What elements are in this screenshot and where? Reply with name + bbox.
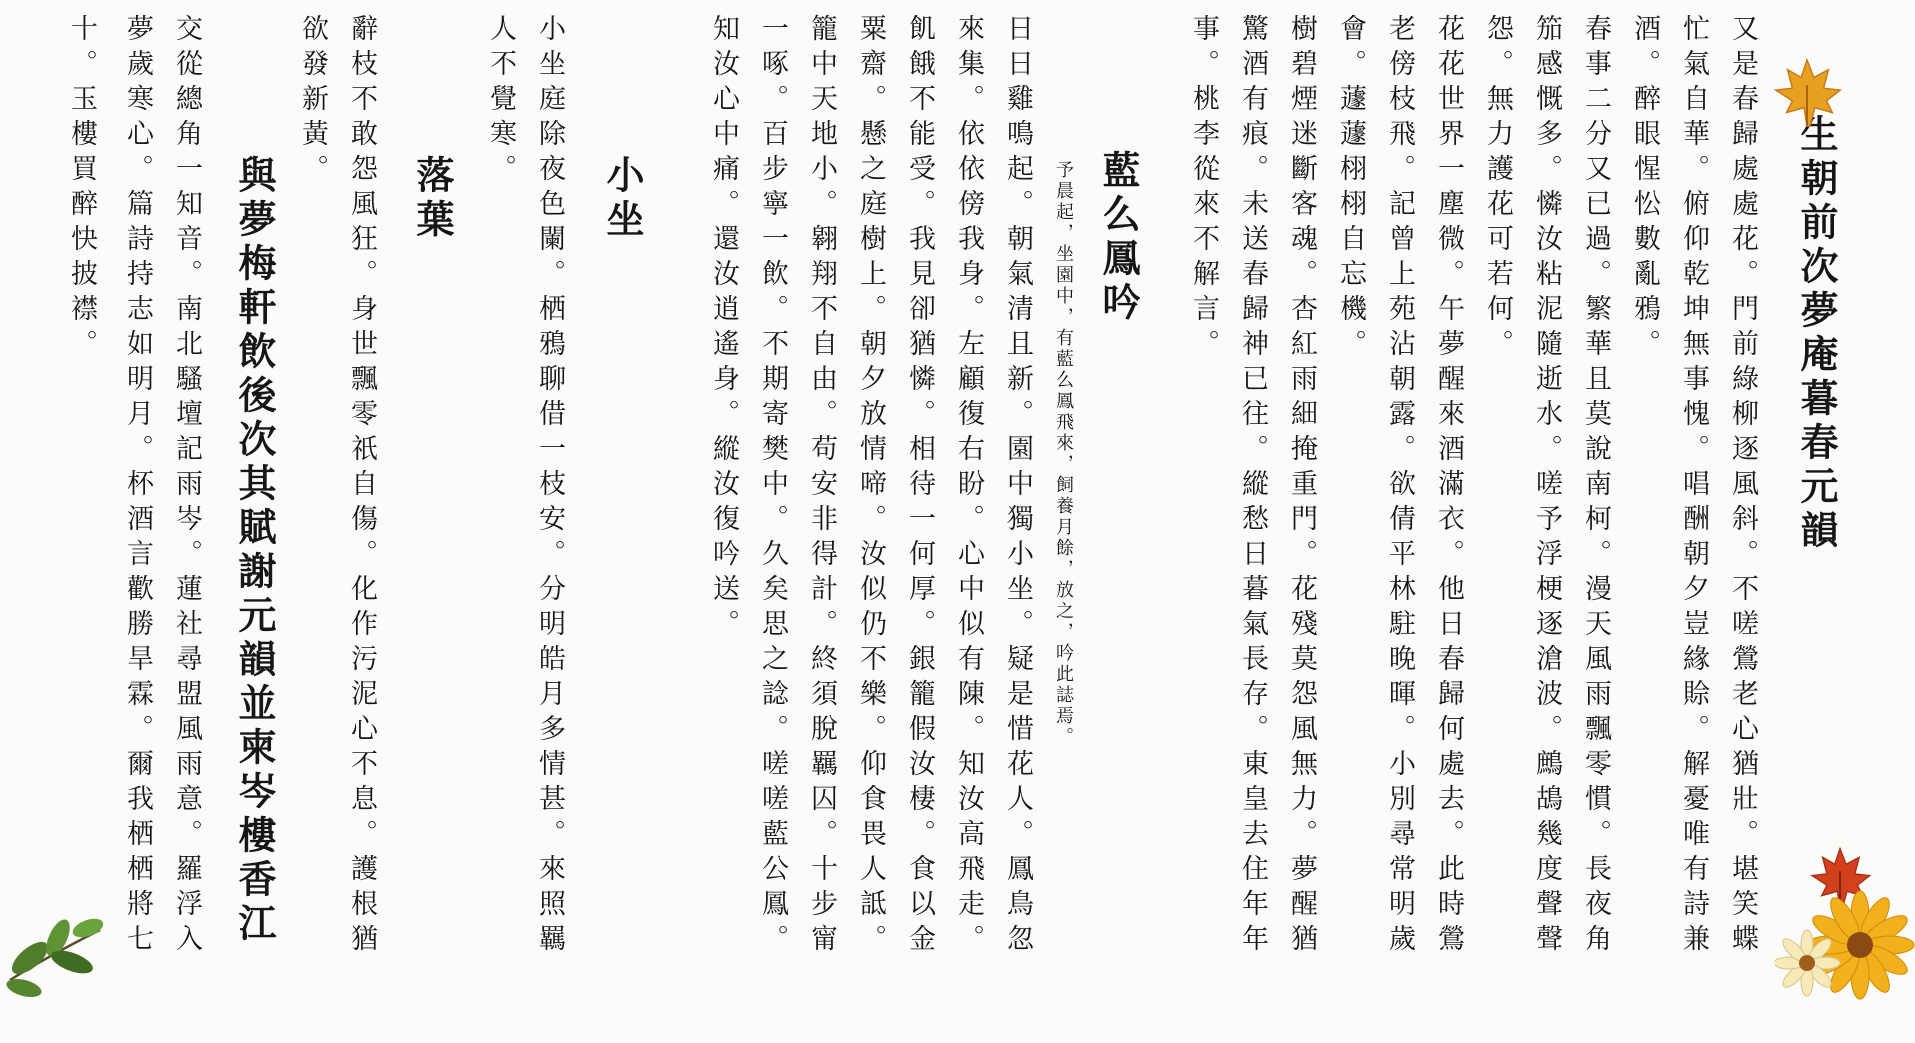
text-column-10: 樹碧煙迷斷客魂。杏紅雨細掩重門。花殘莫怨風無力。夢醒猶 <box>1286 14 1317 959</box>
text-column-14: 來集。依依傍我身。左顧復右盼。心中似有陳。知汝高飛走。 <box>953 14 984 959</box>
text-column-7: 花花世界一塵微。午夢醒來酒滿衣。他日春歸何處去。此時鶯 <box>1433 14 1464 959</box>
poem-title-fallen-leaves: 落葉 <box>410 155 455 243</box>
text-column-11: 驚酒有痕。未送春歸神已往。縱愁日暮氣長存。東皇去住年年 <box>1237 14 1268 959</box>
text-column-21: 人不覺寒。 <box>485 14 516 189</box>
green-leaves-icon <box>0 900 110 1000</box>
text-column-3: 酒。醉眼惺忪數亂鴉。 <box>1629 14 1660 364</box>
text-column-1: 又是春歸處處花。門前綠柳逐風斜。不嗟鶯老心猶壯。堪笑蝶 <box>1727 14 1758 959</box>
poem-preface: 予晨起，坐園中，有藍么鳳飛來，飼養月餘，放之，吟此誌焉。 <box>1053 160 1074 748</box>
text-column-15: 飢餓不能受。我見卻猶憐。相待一何厚。銀籠假汝棲。食以金 <box>904 14 935 959</box>
poem-title-blue-phoenix: 藍么鳳吟 <box>1096 150 1141 326</box>
text-column-5: 笳感慨多。憐汝粘泥隨逝水。嗟予浮梗逐滄波。鷓鴣幾度聲聲 <box>1531 14 1562 959</box>
maple-leaf-icon <box>1768 55 1846 135</box>
text-column-8: 老傍枝飛。記曾上苑沾朝露。欲倩平林駐晚暉。小別尋常明歲 <box>1384 14 1415 959</box>
text-column-25: 夢歲寒心。篇詩持志如明月。杯酒言歡勝旱霖。爾我栖栖將七 <box>122 14 153 959</box>
text-column-19: 知汝心中痛。還汝逍遙身。縱汝復吟送。 <box>708 14 739 644</box>
text-column-20: 小坐庭除夜色闌。栖鴉聊借一枝安。分明皓月多情甚。來照羈 <box>534 14 565 959</box>
poem-title-sitting: 小坐 <box>600 155 645 243</box>
text-column-2: 忙氣自華。俯仰乾坤無事愧。唱酬朝夕豈緣賒。解憂唯有詩兼 <box>1678 14 1709 959</box>
text-column-23: 欲發新黃。 <box>297 14 328 189</box>
text-column-13: 日日雞鳴起。朝氣清且新。園中獨小坐。疑是惜花人。鳳鳥忽 <box>1002 14 1033 959</box>
daisy-icon <box>1775 885 1915 1003</box>
text-column-17: 籠中天地小。翱翔不自由。苟安非得計。終須脫羈囚。十步甯 <box>806 14 837 959</box>
text-column-6: 怨。無力護花可若何。 <box>1482 14 1513 364</box>
poem-title-drinking-reply: 與夢梅軒飲後次其賦謝元韻並柬岑樓香江 <box>232 155 277 947</box>
text-column-12: 事。桃李從來不解言。 <box>1188 14 1219 364</box>
text-column-26: 十。玉樓買醉快披襟。 <box>66 14 97 364</box>
text-column-4: 春事二分又已過。繁華且莫說南柯。漫天風雨飄零慣。長夜角 <box>1580 14 1611 959</box>
poem-title-birthday: 生朝前次夢庵暮春元韻 <box>1794 114 1839 554</box>
text-column-24: 交從總角一知音。南北騷壇記雨岑。蓮社尋盟風雨意。羅浮入 <box>171 14 202 959</box>
text-column-18: 一啄。百步寧一飲。不期寄樊中。久矣思之諗。嗟嗟藍公鳳。 <box>757 14 788 959</box>
text-column-16: 粟齋。懸之庭樹上。朝夕放情啼。汝似仍不樂。仰食畏人詆。 <box>855 14 886 959</box>
text-column-22: 辭枝不敢怨風狂。身世飄零祇自傷。化作污泥心不息。護根猶 <box>346 14 377 959</box>
text-column-9: 會。蘧蘧栩栩自忘機。 <box>1335 14 1366 364</box>
